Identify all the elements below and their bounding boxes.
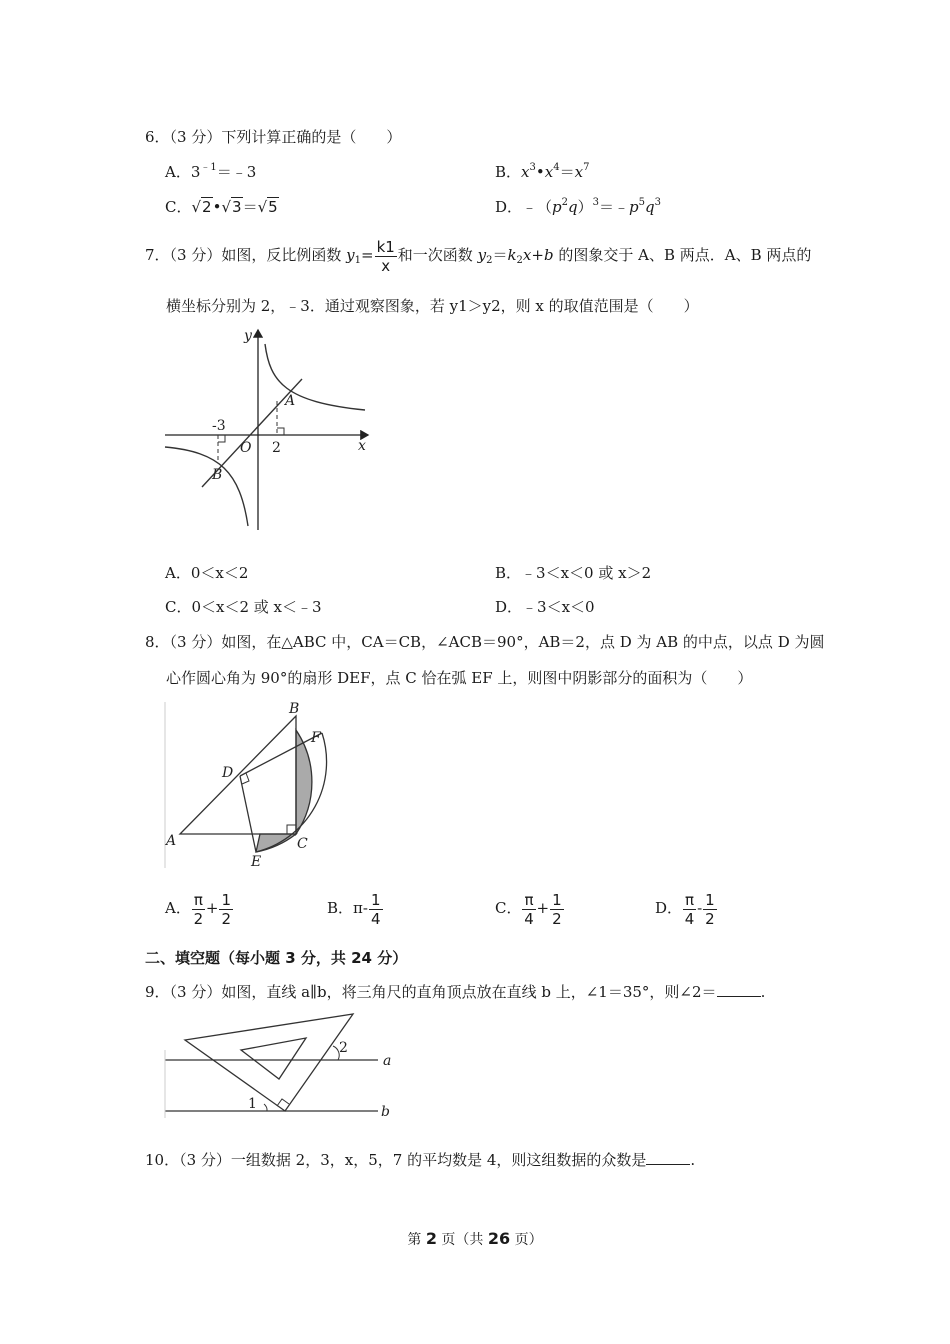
right-angle-b — [218, 435, 225, 442]
triangle-ruler-outer — [185, 1014, 353, 1111]
q8-b-op: - — [362, 899, 368, 917]
right-angle-mark — [277, 1099, 289, 1106]
q7-stem-line2: 横坐标分别为 2，﹣3．通过观察图象，若 y1＞y2，则 x 的取值范围是（ ） — [166, 297, 699, 315]
q6-option-d: D．$﹣(p^2q)^3=﹣p^5q^3$ — [495, 197, 662, 216]
fig9-label-a: a — [383, 1053, 392, 1069]
triangle-ruler-inner — [241, 1038, 306, 1079]
q8-c-f1n: π — [524, 890, 534, 909]
footer-mid: 页（共 — [436, 1232, 488, 1248]
q8-a-f2d: 2 — [221, 909, 231, 928]
q9-text: 9．（3 分）如图，直线 a∥b，将三角尺的直角顶点放在直线 b 上，∠1＝35°，则∠2＝ — [145, 983, 717, 1001]
q7-figure — [160, 322, 380, 534]
q8-figure — [163, 700, 343, 872]
page-footer — [0, 1229, 950, 1249]
q7-eq1: = — [360, 246, 374, 264]
fig8-point-b: B — [289, 701, 300, 717]
shaded-region-e — [256, 834, 296, 852]
q8-d-op: - — [697, 899, 703, 917]
hyperbola-left — [165, 447, 248, 526]
fig7-tick-neg3: -3 — [212, 418, 226, 434]
angle-1-arc — [264, 1104, 267, 1111]
q8-c-f2d: 2 — [552, 909, 562, 928]
q10-text: 10．（3 分）一组数据 2，3，x，5，7 的平均数是 4，则这组数据的众数是 — [145, 1151, 647, 1169]
right-angle-a — [277, 428, 284, 435]
fig8-point-f: F — [311, 730, 321, 746]
q7-option-b: B．﹣3＜x＜0 或 x＞2 — [495, 564, 652, 582]
q6-c-label: C． — [165, 198, 192, 216]
hyperbola-right — [265, 344, 365, 410]
q7-frac-num: k1 — [376, 237, 395, 256]
q8-stem-line1: 8．（3 分）如图，在△ABC 中，CA＝CB，∠ACB＝90°，AB＝2，点 D 为 AB 的中点，以点 D 为圆 — [145, 633, 825, 651]
q8-a-f1d: 2 — [193, 909, 204, 928]
q8-a-label: A． — [165, 899, 191, 917]
q8-option-b — [327, 888, 384, 928]
q8-a-f1n: π — [193, 890, 203, 909]
segment-de — [240, 776, 256, 852]
triangle-abc — [180, 716, 296, 834]
fig8-point-d: D — [222, 765, 234, 781]
q9-answer-blank — [717, 982, 761, 997]
fig8-point-a: A — [166, 833, 177, 849]
fig7-point-b: B — [212, 467, 223, 483]
q8-d-f1n: π — [685, 890, 695, 909]
q8-d-f2d: 2 — [705, 909, 715, 928]
q8-c-op: + — [536, 899, 550, 917]
q9-end: . — [760, 983, 766, 1001]
q10-end: . — [690, 1151, 696, 1169]
fig9-angle-1: 1 — [248, 1096, 257, 1112]
q7-option-d: D．﹣3＜x＜0 — [495, 598, 595, 616]
q7-stem-line1: 7．（3 分）如图，反比例函数 $y_1=$ $\frac{k1}{x}$ 和一次函数 $y_2=k_2x+b$ 的图象交于 A、B 两点．A、B 两点的 — [145, 237, 812, 275]
q8-b-f2n: 1 — [370, 890, 381, 909]
q10-stem — [145, 1150, 695, 1170]
q8-c-f2n: 1 — [552, 890, 562, 909]
footer-post: 页） — [510, 1232, 543, 1248]
q8-b-f2d: 4 — [370, 909, 381, 928]
q7-frac-den: x — [381, 256, 391, 275]
q6-d-label: D． — [495, 198, 523, 216]
q6-stem: 6．（3 分）下列计算正确的是（ ） — [145, 128, 402, 146]
q7-fraction — [375, 238, 397, 275]
fig7-y-label: y — [244, 328, 252, 344]
q8-b-pre: π — [353, 899, 363, 917]
q9-stem — [145, 982, 765, 1002]
q8-a-op: + — [205, 899, 219, 917]
q8-c-label: C． — [495, 899, 522, 917]
fig9-label-b: b — [381, 1104, 390, 1120]
q7-option-c: C．0＜x＜2 或 x＜﹣3 — [165, 598, 322, 616]
footer-total-pages: 26 — [487, 1229, 511, 1248]
q8-d-f2n: 1 — [705, 890, 715, 909]
q8-b-label: B． — [327, 899, 354, 917]
q8-stem-line2: 心作圆心角为 90°的扇形 DEF，点 C 恰在弧 EF 上，则图中阴影部分的面积为（ ） — [166, 669, 753, 687]
footer-page-number: 2 — [425, 1229, 437, 1248]
q8-a-f2n: 1 — [221, 890, 231, 909]
q8-d-f1d: 4 — [684, 909, 695, 928]
fig7-origin: O — [240, 440, 252, 456]
footer-pre: 第 — [407, 1232, 426, 1248]
fig7-x-label: x — [358, 438, 366, 454]
q6-option-b: B．$x^3•x^4=x^7$ — [495, 162, 590, 181]
q7-tail: 的图象交于 A、B 两点．A、B 两点的 — [553, 246, 812, 264]
q6-option-c: C．√2•√3＝√5 — [165, 198, 278, 216]
q6-a-label: A． — [165, 163, 191, 181]
fig7-tick-2: 2 — [272, 440, 281, 456]
q8-d-label: D． — [655, 899, 683, 917]
q7-option-a: A．0＜x＜2 — [165, 564, 249, 582]
q6-option-a: A．$3^{﹣1}=﹣3$ — [165, 162, 257, 181]
q9-figure — [163, 1010, 403, 1122]
q8-option-c — [495, 888, 565, 928]
fig8-point-e: E — [251, 854, 262, 870]
fig7-point-a: A — [285, 393, 296, 409]
q8-option-a — [165, 888, 234, 928]
section-2-title: 二、填空题（每小题 3 分，共 24 分） — [145, 949, 408, 967]
q7-mid: 和一次函数 — [397, 246, 478, 264]
fig8-point-c: C — [297, 836, 308, 852]
q7-prefix: 7．（3 分）如图，反比例函数 — [145, 246, 347, 264]
q8-option-d — [655, 888, 718, 928]
q10-answer-blank — [646, 1150, 690, 1165]
q8-c-f1d: 4 — [524, 909, 534, 928]
q6-b-label: B． — [495, 163, 522, 181]
fig9-angle-2: 2 — [339, 1040, 348, 1056]
